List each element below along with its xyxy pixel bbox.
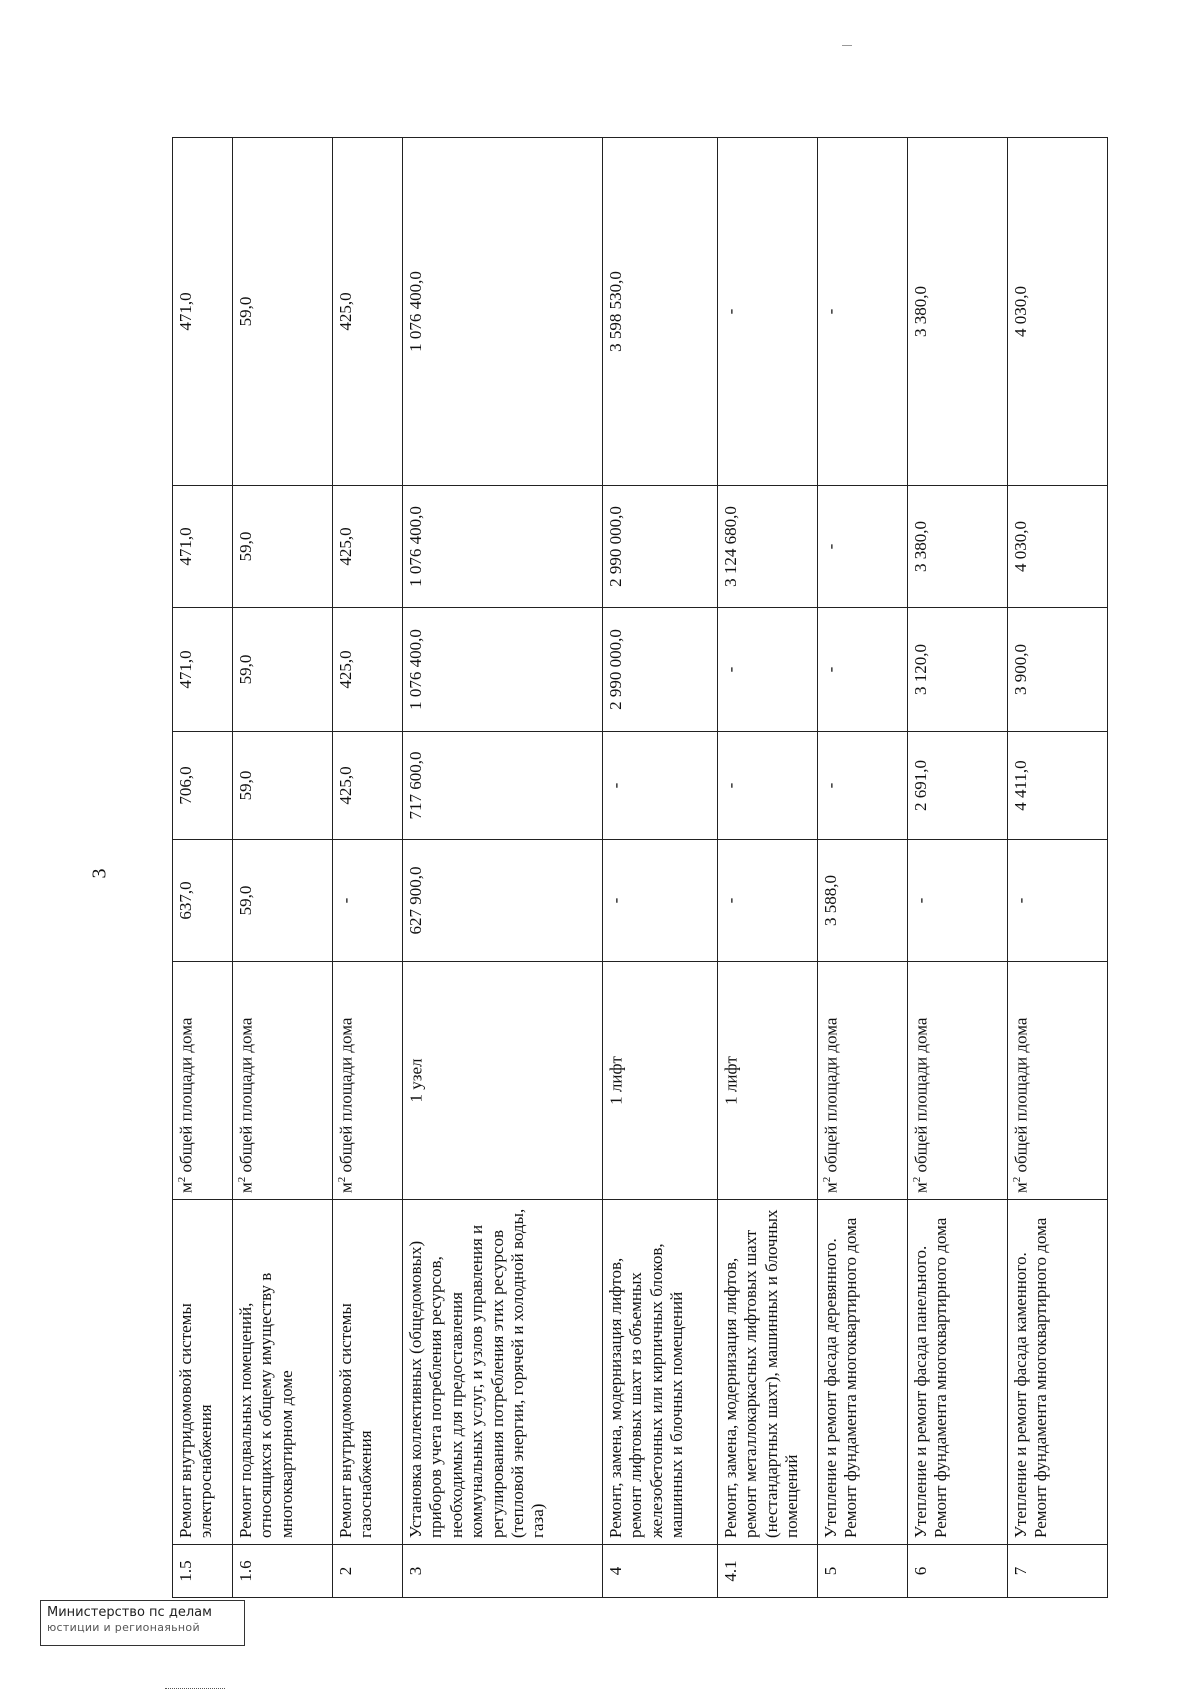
- row-number: 5: [818, 1545, 908, 1598]
- work-name: Утепление и ремонт фасада деревянного. Ремонт фундамента многоквартирного дома: [818, 1200, 908, 1545]
- unit-text: общей площади дома: [1011, 1017, 1031, 1177]
- unit-text: 1 узел: [406, 1058, 426, 1103]
- cost-value: -: [333, 840, 403, 962]
- page-number: 3: [88, 868, 111, 879]
- cost-value: 425,0: [333, 486, 403, 608]
- cost-value: 59,0: [233, 608, 333, 732]
- unit-text: общей площади дома: [176, 1017, 196, 1177]
- table-row: [333, 138, 403, 1598]
- unit-superscript: 2: [176, 1176, 188, 1183]
- unit-text: 1 лифт: [721, 1056, 741, 1105]
- unit-of-measure: [908, 962, 1008, 1200]
- cost-value: -: [1008, 840, 1108, 962]
- unit-superscript: 2: [1011, 1176, 1023, 1183]
- work-name: Утепление и ремонт фасада каменного. Ремонт фундамента многоквартирного дома: [1008, 1200, 1108, 1545]
- unit-prefix: м: [336, 1182, 356, 1193]
- cost-value: -: [818, 608, 908, 732]
- cost-value: 2 990 000,0: [603, 486, 718, 608]
- cost-value: 1 076 400,0: [403, 486, 603, 608]
- unit-text: общей площади дома: [236, 1017, 256, 1177]
- cost-value: 1 076 400,0: [403, 608, 603, 732]
- cost-value: -: [818, 732, 908, 840]
- table-row: [603, 138, 718, 1598]
- cost-value: 471,0: [173, 608, 233, 732]
- cost-value: 425,0: [333, 732, 403, 840]
- cost-value: 3 900,0: [1008, 608, 1108, 732]
- work-name: Ремонт, замена, модернизация лифтов, ремонт лифтовых шахт из объемных железобетонных или кирпичных блоков, машинных и блочных помещений: [603, 1200, 718, 1545]
- row-number: 2: [333, 1545, 403, 1598]
- cost-value: 425,0: [333, 608, 403, 732]
- work-name: Ремонт внутридомовой системы газоснабжения: [333, 1200, 403, 1545]
- work-name: Установка коллективных (общедомовых) приборов учета потребления ресурсов, необходимых для предоставления коммунальных услуг, и узлов управления и регулирования потребления этих ресурсов (тепловой энергии, горячей и холодной воды, газа): [403, 1200, 603, 1545]
- unit-of-measure: [1008, 962, 1108, 1200]
- ministry-stamp: [40, 1600, 245, 1646]
- table-row: [173, 138, 233, 1598]
- cost-value: -: [603, 732, 718, 840]
- table-row: [818, 138, 908, 1598]
- cost-value: 3 120,0: [908, 608, 1008, 732]
- unit-prefix: м: [236, 1182, 256, 1193]
- unit-superscript: 2: [911, 1176, 923, 1183]
- unit-superscript: 2: [236, 1176, 248, 1183]
- unit-prefix: м: [1011, 1182, 1031, 1193]
- unit-of-measure: [333, 962, 403, 1200]
- cost-value: 59,0: [233, 138, 333, 486]
- work-name: Ремонт, замена, модернизация лифтов, ремонт металлокаркасных лифтовых шахт (нестандартных шахт), машинных и блочных помещений: [718, 1200, 818, 1545]
- cost-value: 706,0: [173, 732, 233, 840]
- unit-of-measure: [233, 962, 333, 1200]
- table-row: [718, 138, 818, 1598]
- cost-value: 59,0: [233, 732, 333, 840]
- unit-of-measure: [818, 962, 908, 1200]
- scan-mark: [842, 45, 852, 46]
- unit-text: 1 лифт: [606, 1056, 626, 1105]
- cost-value: 471,0: [173, 486, 233, 608]
- cost-value: 2 691,0: [908, 732, 1008, 840]
- row-number: 1.6: [233, 1545, 333, 1598]
- cost-value: -: [818, 486, 908, 608]
- stamp-line-1: Министерство пс делам: [47, 1605, 212, 1620]
- cost-value: -: [718, 840, 818, 962]
- unit-text: общей площади дома: [821, 1017, 841, 1177]
- work-name: Ремонт внутридомовой системы электроснабжения: [173, 1200, 233, 1545]
- unit-superscript: 2: [821, 1176, 833, 1183]
- cost-value: 59,0: [233, 486, 333, 608]
- cost-value: 637,0: [173, 840, 233, 962]
- unit-of-measure: [173, 962, 233, 1200]
- cost-value: 4 411,0: [1008, 732, 1108, 840]
- row-number: 4: [603, 1545, 718, 1598]
- row-number: 6: [908, 1545, 1008, 1598]
- cost-value: 425,0: [333, 138, 403, 486]
- cost-value: -: [818, 138, 908, 486]
- row-number: 4.1: [718, 1545, 818, 1598]
- unit-prefix: м: [176, 1182, 196, 1193]
- cost-value: -: [718, 732, 818, 840]
- unit-prefix: м: [821, 1182, 841, 1193]
- table-row: [233, 138, 333, 1598]
- stamp-underline: [165, 1688, 225, 1689]
- cost-value: 3 380,0: [908, 486, 1008, 608]
- cost-table: [172, 137, 1108, 1598]
- cost-value: 3 588,0: [818, 840, 908, 962]
- cost-value: 4 030,0: [1008, 486, 1108, 608]
- rotated-table-container: [172, 138, 1072, 1598]
- cost-value: 1 076 400,0: [403, 138, 603, 486]
- cost-value: -: [718, 608, 818, 732]
- row-number: 7: [1008, 1545, 1108, 1598]
- table-row: [1008, 138, 1108, 1598]
- cost-value: 59,0: [233, 840, 333, 962]
- work-name: Утепление и ремонт фасада панельного. Ремонт фундамента многоквартирного дома: [908, 1200, 1008, 1545]
- cost-value: 627 900,0: [403, 840, 603, 962]
- unit-prefix: м: [911, 1182, 931, 1193]
- cost-value: 3 598 530,0: [603, 138, 718, 486]
- unit-text: общей площади дома: [911, 1017, 931, 1177]
- row-number: 3: [403, 1545, 603, 1598]
- table-row: [403, 138, 603, 1598]
- cost-value: -: [603, 840, 718, 962]
- cost-value: 717 600,0: [403, 732, 603, 840]
- work-name: Ремонт подвальных помещений, относящихся к общему имуществу в многоквартирном доме: [233, 1200, 333, 1545]
- cost-value: -: [908, 840, 1008, 962]
- unit-text: общей площади дома: [336, 1017, 356, 1177]
- cost-value: 471,0: [173, 138, 233, 486]
- cost-value: 4 030,0: [1008, 138, 1108, 486]
- cost-value: 2 990 000,0: [603, 608, 718, 732]
- unit-of-measure: [403, 962, 603, 1200]
- unit-superscript: 2: [336, 1176, 348, 1183]
- unit-of-measure: [603, 962, 718, 1200]
- row-number: 1.5: [173, 1545, 233, 1598]
- stamp-line-2: юстиции и регионаяьной: [47, 1621, 200, 1635]
- table-row: [908, 138, 1008, 1598]
- unit-of-measure: [718, 962, 818, 1200]
- cost-value: 3 124 680,0: [718, 486, 818, 608]
- cost-value: -: [718, 138, 818, 486]
- cost-value: 3 380,0: [908, 138, 1008, 486]
